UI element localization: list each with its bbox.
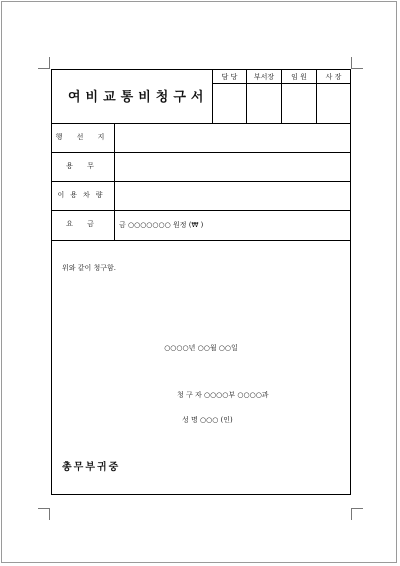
destination-label: 행 선 지 <box>55 133 111 141</box>
approval-stamp-box[interactable] <box>317 84 350 123</box>
approval-header-president: 사 장 <box>325 73 342 81</box>
divider <box>52 240 350 241</box>
fare-label: 요 금 <box>66 220 100 228</box>
recipient-department: 총무부귀중 <box>62 462 121 473</box>
form-title: 여비교통비청구서 <box>68 90 209 105</box>
claim-statement: 위와 같이 청구함. <box>62 264 117 272</box>
purpose-label: 용 무 <box>66 162 100 170</box>
crop-mark-bottom-right <box>351 508 363 520</box>
approval-header-staff: 담 당 <box>221 73 238 81</box>
approval-stamp-box[interactable] <box>247 84 281 123</box>
divider <box>52 152 350 153</box>
divider <box>52 123 350 124</box>
approval-stamp-box[interactable] <box>213 84 246 123</box>
fare-amount-field[interactable]: 금 ○○○○○○○ 원정 (₩ ) <box>119 221 204 229</box>
crop-mark-top-left <box>38 57 50 69</box>
crop-mark-top-right <box>351 57 363 69</box>
purpose-field[interactable] <box>118 163 346 175</box>
approval-stamp-box[interactable] <box>282 84 316 123</box>
approval-header-executive: 임 원 <box>291 73 307 81</box>
divider <box>52 181 350 182</box>
label-column-divider <box>114 123 115 240</box>
destination-field[interactable] <box>118 134 346 146</box>
name-line: 성 명 ○○○ (인) <box>182 416 233 424</box>
divider <box>52 210 350 211</box>
vehicle-label: 이용차량 <box>57 191 109 199</box>
expense-claim-form <box>51 69 351 495</box>
crop-mark-bottom-left <box>38 508 50 520</box>
approval-header-dept-head: 부서장 <box>253 73 275 81</box>
claimant-line: 청 구 자 ○○○○부 ○○○○과 <box>177 391 269 399</box>
claim-date: ○○○○년 ○○월 ○○일 <box>164 344 238 352</box>
vehicle-field[interactable] <box>118 192 346 204</box>
